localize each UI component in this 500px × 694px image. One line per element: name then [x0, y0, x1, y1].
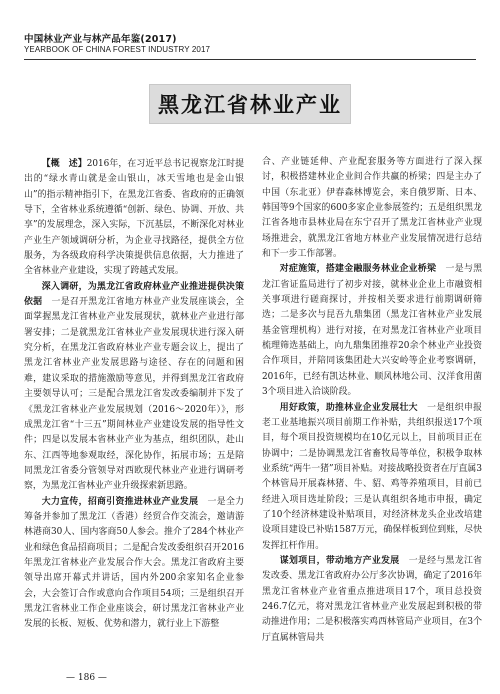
right-column: [262, 155, 482, 659]
overview-text: 2016年，在习近平总书记视察龙江时提出的“绿水青山就是金山银山，冰天雪地也是金山银山”的指示精神指引下，在黑龙江省委、省政府的正确领导下，全省林业系统遵循“创新、绿色、协调、开放、共享”的发展理念，深入实际，下沉基层，不断深化对林业产业生产领域调研分析，为企业寻找路径，提供全方位服务，为各级政府科学决策提供信息依据，大力推进了全省林业产业建设，实现了跨越式发展。: [24, 159, 244, 277]
finance-heading: 对症施策，搭建金融服务林业企业桥梁: [279, 264, 437, 275]
finance-text: 一是与黑龙江省证监局进行了初步对接，就林业企业上市融资相关事项进行磋商探讨，并按相关要求进行前期调研筛选；二是多次与昆吾九鼎集团（黑龙江省林业产业发展基金管理机构）进行对接，在对黑龙江省林业产业项目梳理筛选基础上，向九鼎集团推荐20余个林业产业投资合作项目，并陪同该集团赴大兴安岭等企业考察调研，2016年，已经有凯达林业、顺风林地公司、汉洋食用菌3个项目进入洽谈阶段。: [262, 264, 482, 398]
policy-paragraph: [262, 401, 482, 554]
projects-paragraph: [262, 554, 482, 646]
overview-paragraph: [24, 157, 244, 280]
research-paragraph: [24, 280, 244, 495]
finance-paragraph: [262, 262, 482, 400]
promotion-continued-text: 合、产业链延伸、产业配套服务等方面进行了深入探讨，积极搭建林业企业间合作共赢的桥梁；四是主办了中国（东北亚）伊春森林博览会，来自俄罗斯、日本、韩国等9个国家的600多家企业参展签约；五是组织黑龙江省各地市县林业局在东宁召开了黑龙江省林业产业现场推进会，就黑龙江省地方林业产业发展情况进行总结和下一步工作部署。: [262, 157, 482, 260]
left-column: [24, 157, 244, 661]
overview-label: 【概 述】: [41, 159, 87, 169]
page-number: — 186 —: [66, 673, 107, 683]
policy-text: 一是组织申报老工业基地振兴项目前期工作补贴，共组织报送17个项目，每个项目投资规模均在10亿元以上，目前项目正在协调中；二是协调黑龙江省畜牧局等单位，积极争取林业系统“两牛一猪”项目补贴。对接战略投资者在厅直属3个林管局开展森林猪、牛、貂、鸡等养殖项目，目前已经进入项目选址阶段；三是认真组织各地市申报，确定了10个经济林建设补贴项目，对经济林龙头企业改培建设项目建设已补贴1587万元，确保样板到位到账，尽快发挥扛杆作用。: [262, 402, 482, 551]
research-heading: 深入调研，为黑龙江省政府林业产业推进提供决策依据: [24, 281, 244, 308]
promotion-heading: 大力宣传，招商引资推进林业产业发展: [41, 496, 199, 507]
yearbook-header-en: YEARBOOK OF CHINA FOREST INDUSTRY 2017: [24, 45, 211, 54]
promotion-text: 一是全力筹备并参加了黑龙江（香港）经贸合作交流会，邀请游林港商30人、国内客商50人参会。推介了284个林业产业和绿色食品招商项目；二是配合发改委组织召开2016年黑龙江省林业产业发展合作大会。黑龙江省政府主要领导出席开幕式并讲话，国内外200余家知名企业参会，大会签订合作或意向合作项目54项；三是组织召开黑龙江省林业工作企业座谈会，研讨黑龙江省林业产业发展的长板、短板、优势和潜力，就行业上下游整: [24, 496, 244, 630]
article-title: 黑龙江省林业产业: [149, 84, 351, 124]
projects-text: 一是经与黑龙江省发改委、黑龙江省政府办公厅多次协调，确定了2016年黑龙江省林业产业省重点推进项目17个，项目总投资246.7亿元，将对黑龙江省林业产业发展起到积极的带动推进作用；二是积极落实鸡西林管局产业项目，在3个厅直属林管局共: [262, 555, 482, 643]
research-text: 一是召开黑龙江省地方林业产业发展座谈会，全面掌握黑龙江省林业产业发展现状，就林业产业进行部署安排；二是就黑龙江省林业产业发展现状进行深入研究分析，在黑龙江省政府林业产业专题会议上，提出了黑龙江省林业产业发展思路与途径、存在的问题和困难，建议采取的措施激励等意见，并得到黑龙江省政府主要领导认可；三是配合黑龙江省发改委编制并下发了《黑龙江省林业产业发展规划（2016～2020年）》，形成黑龙江省“十三五”期间林业产业建设发展的指导性文件；四是以发展本省林业产业为基点，组织团队，赴山东、江西等地参观取经，深化协作，拓展市场；五是陪同黑龙江省委分管领导对西欧现代林业产业进行调研考察，为黑龙江省林业产业升级探索新思路。: [24, 297, 244, 492]
policy-heading: 用好政策，助推林业企业发展壮大: [279, 402, 418, 413]
promotion-continued-paragraph: [262, 155, 482, 262]
header-rule: [24, 59, 476, 60]
promotion-paragraph: [24, 495, 244, 633]
projects-heading: 谋划项目，带动地方产业发展: [279, 555, 400, 566]
yearbook-header-cn: 中国林业产业与林产品年鉴(2017): [24, 34, 177, 45]
